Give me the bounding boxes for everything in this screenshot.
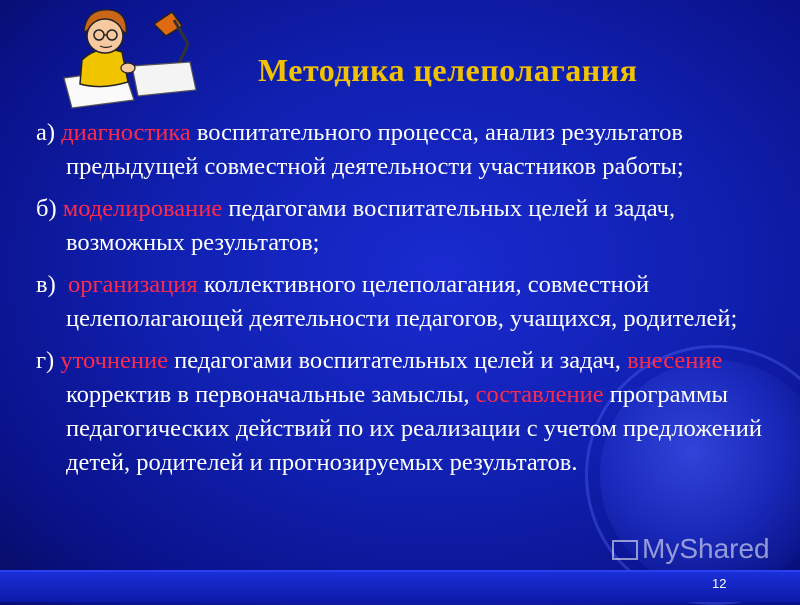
- clipart-student-reading-icon: [62, 4, 202, 114]
- item-text: программы педагогических действий по их реализации с учетом предложений детей, родителей и прогнозируемых результатов.: [66, 381, 763, 476]
- list-item-g: [36, 344, 776, 480]
- item-marker: г): [36, 347, 61, 374]
- list-item-a: [36, 116, 776, 184]
- list-item-b: [36, 192, 776, 260]
- highlight-term: внесение: [627, 347, 723, 374]
- myshared-logo-icon: [612, 540, 638, 560]
- highlight-term: составление: [475, 381, 604, 408]
- items-list: [36, 116, 776, 488]
- item-text: корректив в первоначальные замыслы,: [66, 381, 476, 408]
- item-marker: в): [36, 271, 68, 298]
- item-marker: а): [36, 119, 62, 146]
- bottom-bar: [0, 570, 800, 602]
- item-marker: б): [36, 195, 63, 222]
- item-text: воспитательного процесса, анализ результатов предыдущей совместной деятельности участников работы;: [66, 119, 684, 180]
- highlight-term: моделирование: [62, 195, 223, 222]
- highlight-term: уточнение: [60, 347, 168, 374]
- watermark: [612, 533, 770, 565]
- list-item-v: [36, 268, 776, 336]
- page-number: 12: [712, 576, 727, 591]
- watermark-text: MyShared: [642, 533, 770, 564]
- highlight-term: организация: [67, 271, 198, 298]
- item-text: педагогами воспитательных целей и задач, возможных результатов;: [66, 195, 676, 256]
- item-text: педагогами воспитательных целей и задач,: [168, 347, 628, 374]
- highlight-term: диагностика: [61, 119, 191, 146]
- slide-title: Методика целеполагания: [258, 52, 638, 88]
- item-text: коллективного целеполагания, совместной целеполагающей деятельности педагогов, учащихся, родителей;: [66, 271, 738, 332]
